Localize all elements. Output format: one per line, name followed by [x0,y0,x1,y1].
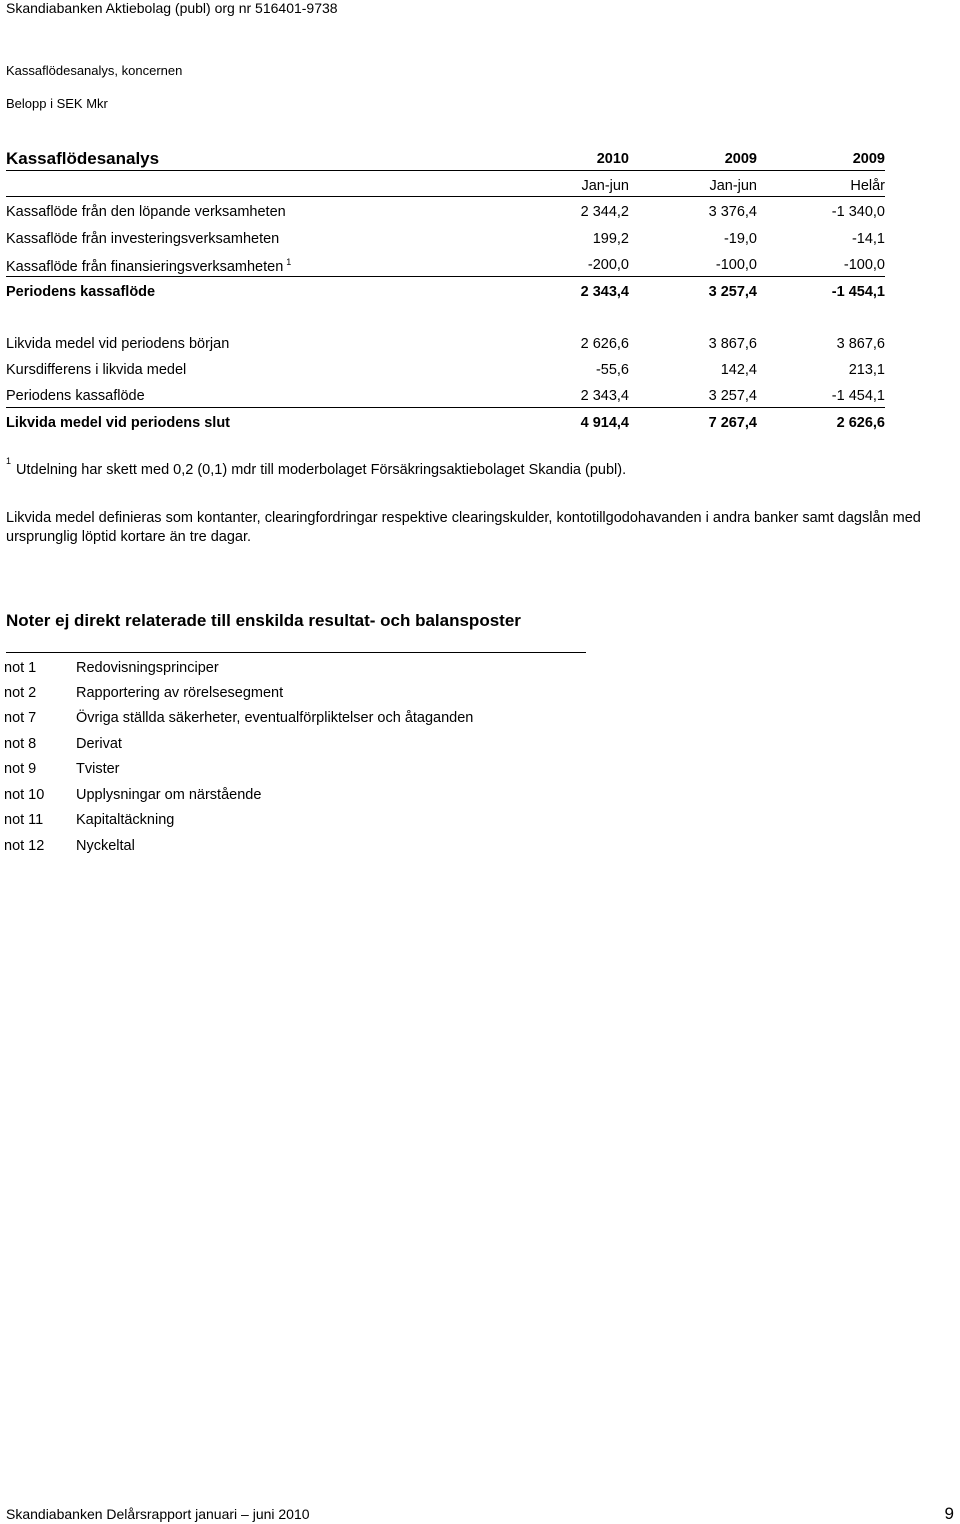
row-label: Likvida medel vid periodens slut [6,415,231,431]
period-col-1: Jan-jun [581,178,629,194]
table-row-total [0,284,960,306]
row-label: Kassaflöde från den löpande verksamheten [6,204,286,220]
row-value: 7 267,4 [708,415,757,431]
note-number: not 8 [4,736,37,752]
note-text: Övriga ställda säkerheter, eventualförpliktelser och åtaganden [76,710,474,726]
row-value: 3 376,4 [708,204,757,220]
table-row [0,231,960,253]
row-value: 2 626,6 [836,415,885,431]
year-col-2: 2009 [724,151,757,167]
note-text: Kapitaltäckning [76,812,175,828]
row-value: 213,1 [848,362,885,378]
row-label: Kursdifferens i likvida medel [6,362,187,378]
table-row-total [0,415,960,437]
report-subtitle: Kassaflödesanalys, koncernen [6,63,183,78]
footnote-text: Utdelning har skett med 0,2 (0,1) mdr till moderbolaget Försäkringsaktiebolaget Skandia (publ). [16,462,627,478]
row-value: -100,0 [715,257,757,273]
table-title: Kassaflödesanalys [6,149,160,168]
row-value: 3 257,4 [708,284,757,300]
row-value: 4 914,4 [580,415,629,431]
row-label: Likvida medel vid periodens början [6,336,230,352]
note-number: not 2 [4,685,37,701]
row-value: -1 454,1 [831,388,885,404]
footnote-marker: 1 [286,257,292,267]
page-number: 9 [944,1504,954,1523]
divider [6,170,885,171]
notes-divider [6,652,586,653]
note-text: Tvister [76,761,120,777]
row-value: 2 344,2 [580,204,629,220]
note-number: not 7 [4,710,37,726]
row-value: 2 343,4 [580,284,629,300]
row-label-text: Kassaflöde från finansieringsverksamheten [6,258,284,275]
currency-note: Belopp i SEK Mkr [6,96,108,111]
row-value: -1 454,1 [831,284,885,300]
note-text: Redovisningsprinciper [76,660,219,676]
note-number: not 9 [4,761,37,777]
period-col-3: Helår [850,178,885,194]
note-number: not 10 [4,787,45,803]
divider [6,276,885,277]
row-value: -100,0 [843,257,885,273]
row-label: Periodens kassaflöde [6,388,145,404]
row-value: 199,2 [592,231,629,247]
table-row [0,362,960,384]
note-number: not 1 [4,660,37,676]
row-value: -55,6 [595,362,629,378]
year-col-1: 2010 [596,151,629,167]
year-col-3: 2009 [852,151,885,167]
footnote-marker: 1 [6,456,12,466]
row-label: Kassaflöde från investeringsverksamheten [6,231,280,247]
footer-text: Skandiabanken Delårsrapport januari – juni 2010 [6,1506,310,1522]
table-row [0,204,960,226]
note-text: Upplysningar om närstående [76,787,262,803]
divider [6,407,885,408]
row-value: 2 626,6 [580,336,629,352]
divider [6,196,885,197]
note-number: not 12 [4,838,45,854]
definition-paragraph: Likvida medel definieras som kontanter, clearingfordringar respektive clearingskulder, kontotillgodohavanden i andra banker samt dagslån med ursprunglig löptid kortare än tre dagar. [6,510,921,545]
note-number: not 11 [4,812,44,828]
row-value: -14,1 [851,231,885,247]
note-text: Derivat [76,736,122,752]
row-value: 3 867,6 [708,336,757,352]
table-row [0,336,960,358]
row-label [6,257,291,275]
table-title-row [0,149,960,171]
row-value: 2 343,4 [580,388,629,404]
row-value: -19,0 [723,231,757,247]
note-text: Nyckeltal [76,838,135,854]
row-value: 3 867,6 [836,336,885,352]
period-col-2: Jan-jun [709,178,757,194]
row-value: -1 340,0 [831,204,885,220]
row-label: Periodens kassaflöde [6,284,156,300]
row-value: 142,4 [720,362,757,378]
company-header: Skandiabanken Aktiebolag (publ) org nr 516401-9738 [6,0,338,16]
row-value: 3 257,4 [708,388,757,404]
row-value: -200,0 [587,257,629,273]
note-text: Rapportering av rörelsesegment [76,685,284,701]
notes-title: Noter ej direkt relaterade till enskilda resultat- och balansposter [6,611,521,630]
